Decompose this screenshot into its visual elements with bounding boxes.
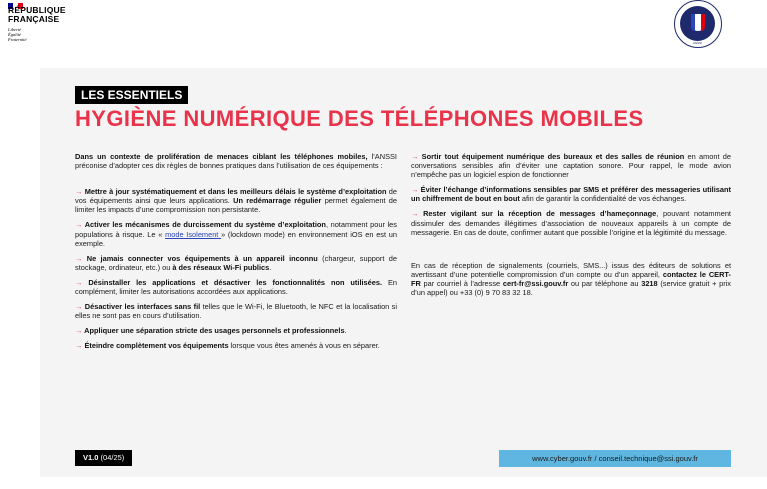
version-badge: V1.0 (04/25): [75, 450, 132, 466]
rule-item: → Éviter l’échange d’informations sensibles par SMS et préférer des messageries utilisant un chiffrement de bout en bout afin de garantir la confidentialité de vos échanges.: [411, 185, 731, 204]
arrow-icon: →: [75, 253, 87, 263]
rule-item: → Activer les mécanismes de durcissement du système d’exploitation, notamment pour les populations à risque. Le « mode Isolement » (lockdown mode) en environnement iOS en est un exemple.: [75, 220, 398, 248]
right-column: [411, 152, 731, 303]
arrow-icon: →: [75, 220, 85, 230]
rule-item: → Désactiver les interfaces sans fil telles que le Wi-Fi, le Bluetooth, le NFC et la localisation si elles ne sont pas en cours d’utilisation.: [75, 302, 397, 321]
page-header: [0, 0, 767, 60]
rule-item: → Appliquer une séparation stricte des usages personnels et professionnels.: [75, 326, 347, 336]
rule-item: → Rester vigilant sur la réception de messages d’hameçonnage, pouvant notamment dissimuler des demandes illégitimes d’association de nouveaux appareils à un compte de messagerie. En cas de doute, confirmer autant que possible l’origine et la légitimité du message.: [411, 209, 731, 237]
closing-paragraph: En cas de réception de signalements (courriels, SMS...) issus des éditeurs de solutions et avertissant d’une potentielle compromission d’un compte ou d’un appareil, contactez le CERT-FR par courriel à l’adresse cert-fr@ssi.gouv.fr ou par téléphone au 3218 (service gratuit + prix d’un appel) ou +33 (0) 9 70 83 32 18.: [411, 260, 731, 298]
rule-item: → Ne jamais connecter vos équipements à un appareil inconnu (chargeur, support de stockage, ordinateur, etc.) ou à des réseaux Wi-Fi publics.: [75, 253, 397, 272]
arrow-icon: →: [75, 187, 85, 197]
arrow-icon: →: [75, 302, 85, 312]
arrow-icon: →: [75, 277, 89, 287]
contact-links[interactable]: www.cyber.gouv.fr / conseil.technique@ssi.gouv.fr: [499, 450, 731, 467]
intro-paragraph: Dans un contexte de prolifération de menaces ciblant les téléphones mobiles, l’ANSSI préconise d’adopter ces dix règles de bonnes pratiques dans l’utilisation de ces équipements :: [75, 152, 397, 171]
mode-isolement-link[interactable]: mode Isolement: [165, 229, 222, 239]
page-title: HYGIÈNE NUMÉRIQUE DES TÉLÉPHONES MOBILES: [75, 106, 644, 131]
rule-item: → Désinstaller les applications et désactiver les fonctionnalités non utilisées. En complément, limiter les autorisations accordées aux applications.: [75, 277, 397, 297]
arrow-icon: →: [411, 152, 422, 161]
republique-title: RÉPUBLIQUE FRANÇAISE: [8, 5, 66, 24]
arrow-icon: →: [75, 326, 85, 336]
anssi-seal-icon: ANSSI: [674, 0, 722, 48]
flag-icon: [8, 0, 24, 2]
rule-item: → Sortir tout équipement numérique des bureaux et des salles de réunion en amont de conversations sensibles afin d’éviter une captation sonore. Pour rappel, le mode avion n’empêche pas un logiciel espion de fonctionner: [411, 152, 731, 180]
rule-item: → Éteindre complètement vos équipements lorsque vous êtes amenés à vous en séparer.: [75, 341, 380, 351]
motto: Liberté Égalité Fraternité: [8, 27, 27, 42]
section-tag: LES ESSENTIELS: [75, 86, 188, 104]
arrow-icon: →: [411, 185, 421, 195]
arrow-icon: →: [411, 209, 424, 219]
rule-item: → Mettre à jour systématiquement et dans les meilleurs délais le système d’exploitation de vos équipements ainsi que leurs applications. Un redémarrage régulier permet également de limiter les impacts d’une compromission non persistante.: [75, 187, 397, 215]
left-column: [75, 152, 397, 357]
arrow-icon: →: [75, 341, 85, 351]
